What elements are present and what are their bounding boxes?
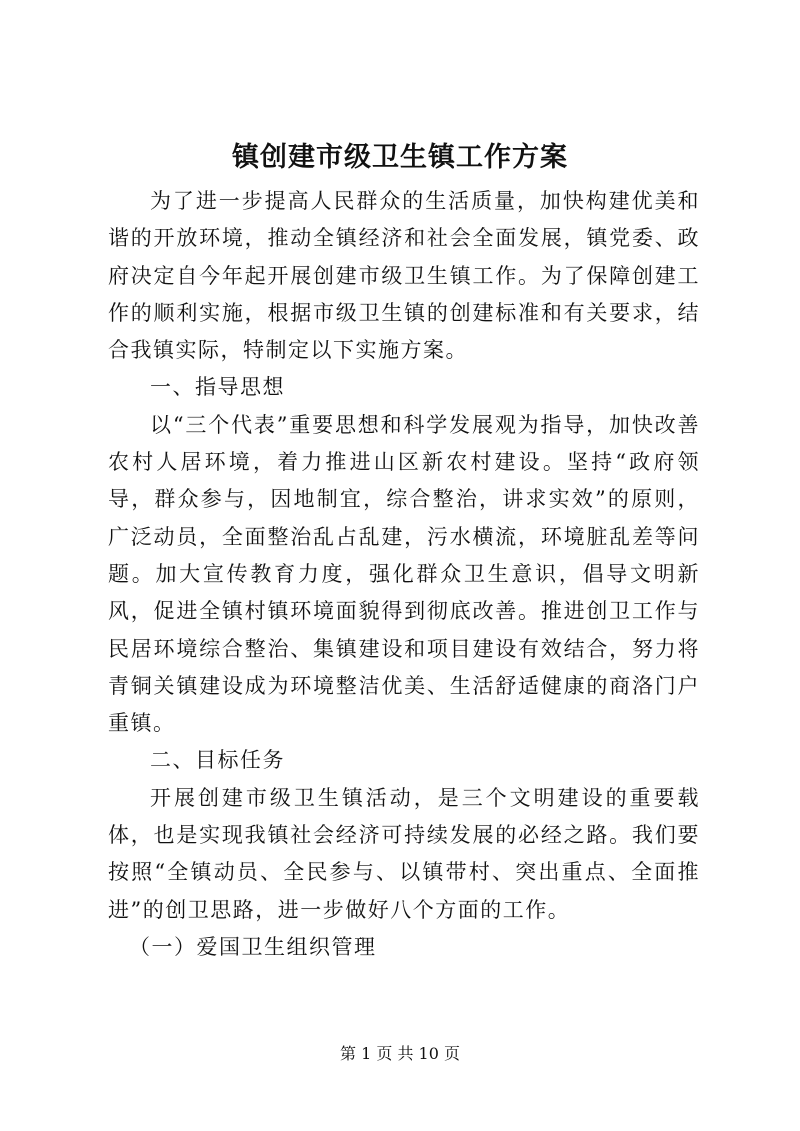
page-number-label: 第 1 页 共 10 页 (340, 1044, 460, 1063)
document-body (108, 183, 700, 966)
page-footer (0, 1042, 800, 1066)
goals-tasks-paragraph: 开展创建市级卫生镇活动，是三个文明建设的重要载体，也是实现我镇社会经济可持续发展的必经之路。我们要按照“全镇动员、全民参与、以镇带村、突出重点、全面推进”的创卫思路，进一步做好八个方面的工作。 (108, 785, 700, 922)
section-heading-goals-tasks: 二、目标任务 (150, 748, 285, 773)
intro-paragraph: 为了进一步提高人民群众的生活质量，加快构建优美和谐的开放环境，推动全镇经济和社会全面发展，镇党委、政府决定自今年起开展创建市级卫生镇工作。为了保障创建工作的顺利实施，根据市级卫生镇的创建标准和有关要求，结合我镇实际，特制定以下实施方案。 (108, 189, 700, 363)
section-heading-guiding-ideology: 一、指导思想 (150, 375, 285, 400)
guiding-ideology-paragraph: 以“三个代表”重要思想和科学发展观为指导，加快改善农村人居环境，着力推进山区新农村建设。坚持“政府领导，群众参与，因地制宜，综合整治，讲求实效”的原则，广泛动员，全面整治乱占乱建，污水横流，环境脏乱差等问题。加大宣传教育力度，强化群众卫生意识，倡导文明新风，促进全镇村镇环境面貌得到彻底改善。推进创卫工作与民居环境综合整治、集镇建设和项目建设有效结合，努力将青铜关镇建设成为环境整洁优美、生活舒适健康的商洛门户重镇。 (108, 412, 700, 736)
document-title: 镇创建市级卫生镇工作方案 (232, 142, 568, 173)
subsection-heading-organization: （一）爱国卫生组织管理 (129, 934, 377, 959)
